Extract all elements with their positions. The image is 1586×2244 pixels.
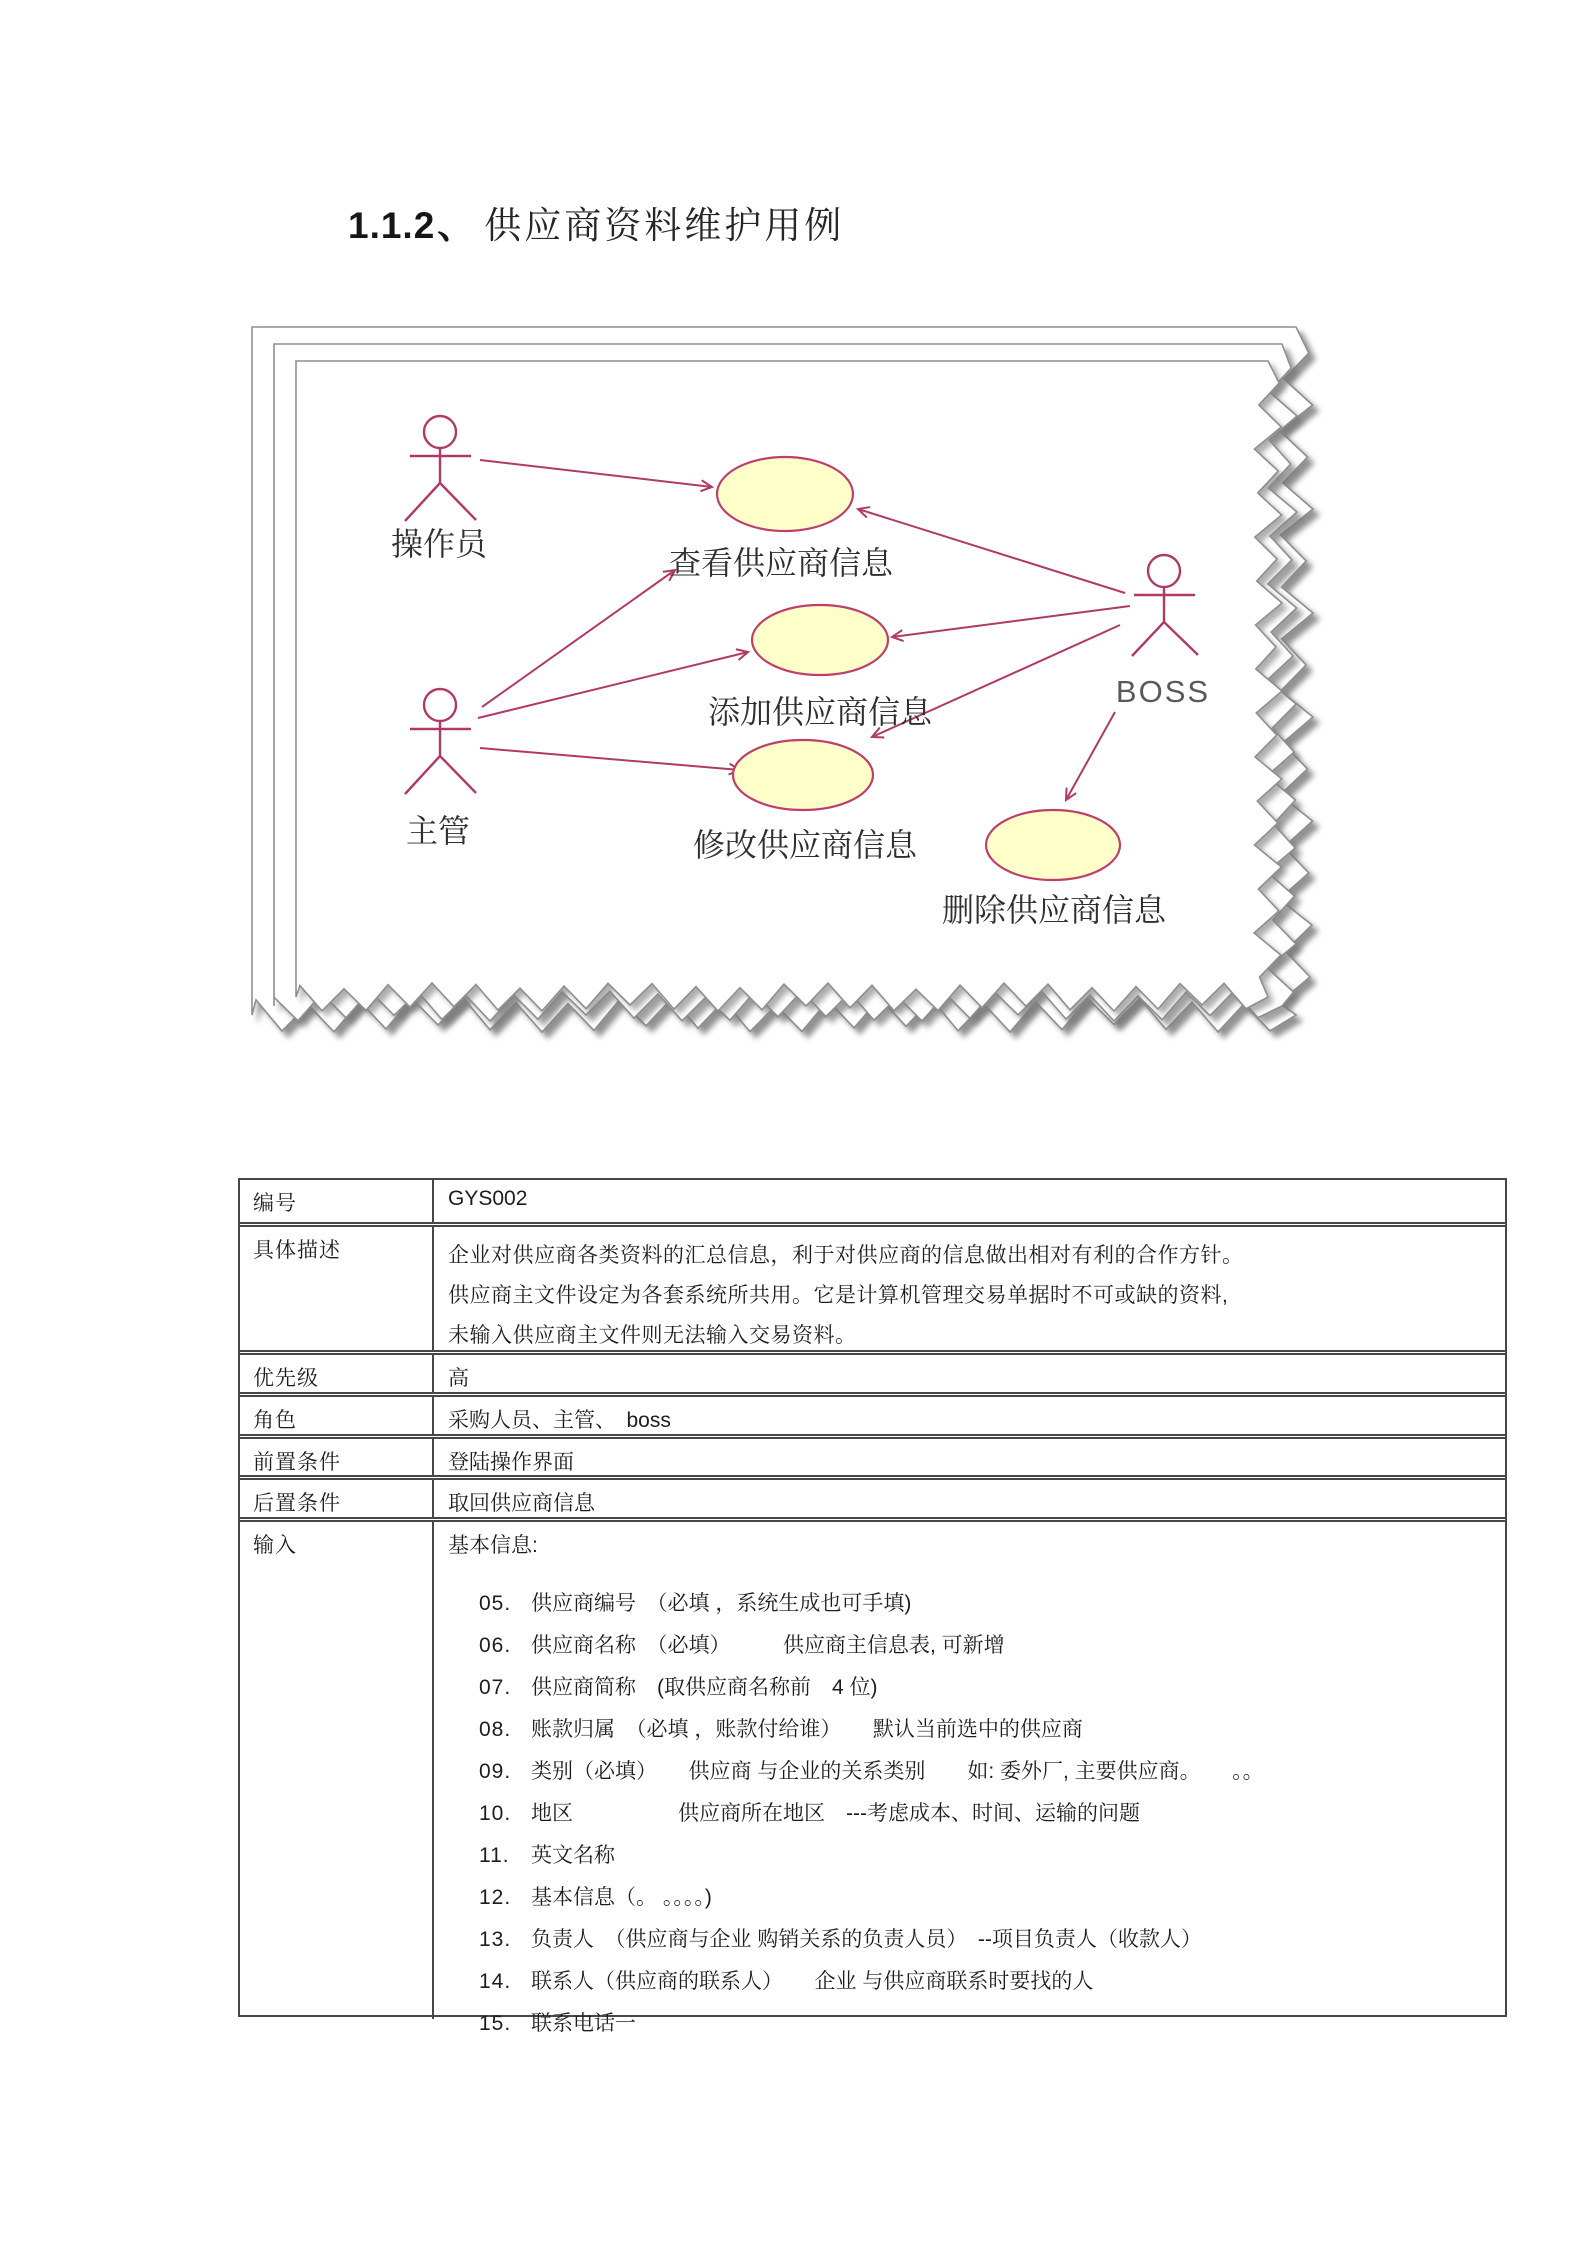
row-label: 前置条件 <box>240 1439 434 1475</box>
usecase-modify-label: 修改供应商信息 <box>692 827 918 863</box>
input-item <box>448 1625 1495 1667</box>
input-list <box>448 1583 1495 2045</box>
input-item <box>448 1709 1495 1751</box>
usecase-view-label: 查看供应商信息 <box>668 545 894 581</box>
input-item-number: 10. <box>479 1802 512 1825</box>
usecase-view-ellipse <box>717 457 853 531</box>
row-label: 编号 <box>240 1180 434 1222</box>
input-intro: 基本信息: <box>448 1534 538 1557</box>
actor-operator-label: 操作员 <box>390 526 488 562</box>
table-row-precondition <box>240 1434 1505 1475</box>
row-label: 角色 <box>240 1397 434 1434</box>
input-item-number: 06. <box>479 1634 512 1657</box>
input-item-text: 供应商名称 （必填） 供应商主信息表, 可新增 <box>531 1634 1005 1657</box>
input-item-text: 联系人（供应商的联系人） 企业 与供应商联系时要找的人 <box>531 1970 1094 1993</box>
input-item <box>448 1961 1495 2003</box>
input-item <box>448 2003 1495 2045</box>
input-item-number: 07. <box>479 1676 512 1699</box>
usecase-modify-ellipse <box>733 740 873 810</box>
section-separator: 、 <box>437 205 475 246</box>
input-item-number: 12. <box>479 1886 512 1909</box>
input-item <box>448 1919 1495 1961</box>
description-line: 供应商主文件设定为各套系统所共用。它是计算机管理交易单据时不可或缺的资料, <box>448 1284 1229 1307</box>
input-item-number: 15. <box>479 2012 512 2035</box>
input-item <box>448 1667 1495 1709</box>
input-item-text: 基本信息（。 。。。。) <box>531 1886 712 1909</box>
input-item-number: 09. <box>479 1760 512 1783</box>
row-value: 登陆操作界面 <box>448 1451 574 1474</box>
input-item-text: 英文名称 <box>531 1844 615 1867</box>
table-row-priority <box>240 1350 1505 1392</box>
table-row-postcondition <box>240 1475 1505 1517</box>
row-label: 具体描述 <box>240 1227 434 1350</box>
row-value: 采购人员、主管、 boss <box>448 1409 671 1432</box>
row-value: GYS002 <box>448 1187 528 1210</box>
table-row-id <box>240 1180 1505 1222</box>
input-item-text: 负责人 （供应商与企业 购销关系的负责人员） --项目负责人（收款人） <box>531 1928 1202 1951</box>
input-item-number: 08. <box>479 1718 512 1741</box>
usecase-table <box>238 1178 1507 2035</box>
input-item <box>448 1835 1495 1877</box>
input-item <box>448 1793 1495 1835</box>
table-row-input <box>240 1517 1505 2035</box>
section-heading <box>348 204 844 248</box>
description-line: 未输入供应商主文件则无法输入交易资料。 <box>448 1324 857 1347</box>
input-item <box>448 1877 1495 1919</box>
description-line: 企业对供应商各类资料的汇总信息，利于对供应商的信息做出相对有利的合作方针。 <box>448 1244 1244 1267</box>
actor-supervisor-label: 主管 <box>405 813 471 849</box>
row-value <box>434 1227 1505 1350</box>
table-row-roles <box>240 1392 1505 1434</box>
row-value: 取回供应商信息 <box>448 1492 595 1515</box>
input-item-number: 14. <box>479 1970 512 1993</box>
usecase-add-ellipse <box>752 605 888 675</box>
input-item-text: 联系电话一 <box>531 2012 636 2035</box>
input-item-text: 类别（必填） 供应商 与企业的关系类别 如: 委外厂, 主要供应商。 。。 <box>531 1760 1264 1783</box>
row-label: 后置条件 <box>240 1480 434 1517</box>
row-label: 优先级 <box>240 1355 434 1392</box>
section-number: 1.1.2 <box>348 205 436 246</box>
section-title: 供应商资料维护用例 <box>484 205 845 246</box>
input-item-number: 13. <box>479 1928 512 1951</box>
usecase-add-label: 添加供应商信息 <box>707 694 933 730</box>
input-item-number: 05. <box>479 1592 512 1615</box>
table-row-description <box>240 1222 1505 1350</box>
input-item <box>448 1751 1495 1793</box>
usecase-delete-ellipse <box>986 810 1120 880</box>
input-item-text: 供应商编号 （必填 ，系统生成也可手填) <box>531 1592 912 1615</box>
row-label: 输入 <box>240 1522 434 2019</box>
input-item-text: 账款归属 （必填 ，账款付给谁） 默认当前选中的供应商 <box>531 1718 1083 1741</box>
use-case-diagram <box>250 325 1370 1070</box>
row-value: 高 <box>448 1367 469 1390</box>
input-item-text: 供应商简称 (取供应商名称前 4 位) <box>531 1676 878 1699</box>
usecase-delete-label: 删除供应商信息 <box>941 892 1167 928</box>
input-item <box>448 1583 1495 1625</box>
actor-boss-label: BOSS <box>1115 674 1211 709</box>
row-value <box>434 1522 1505 2035</box>
input-item-text: 地区 供应商所在地区 ---考虑成本、时间、运输的问题 <box>531 1802 1140 1825</box>
input-item-number: 11. <box>479 1844 510 1867</box>
